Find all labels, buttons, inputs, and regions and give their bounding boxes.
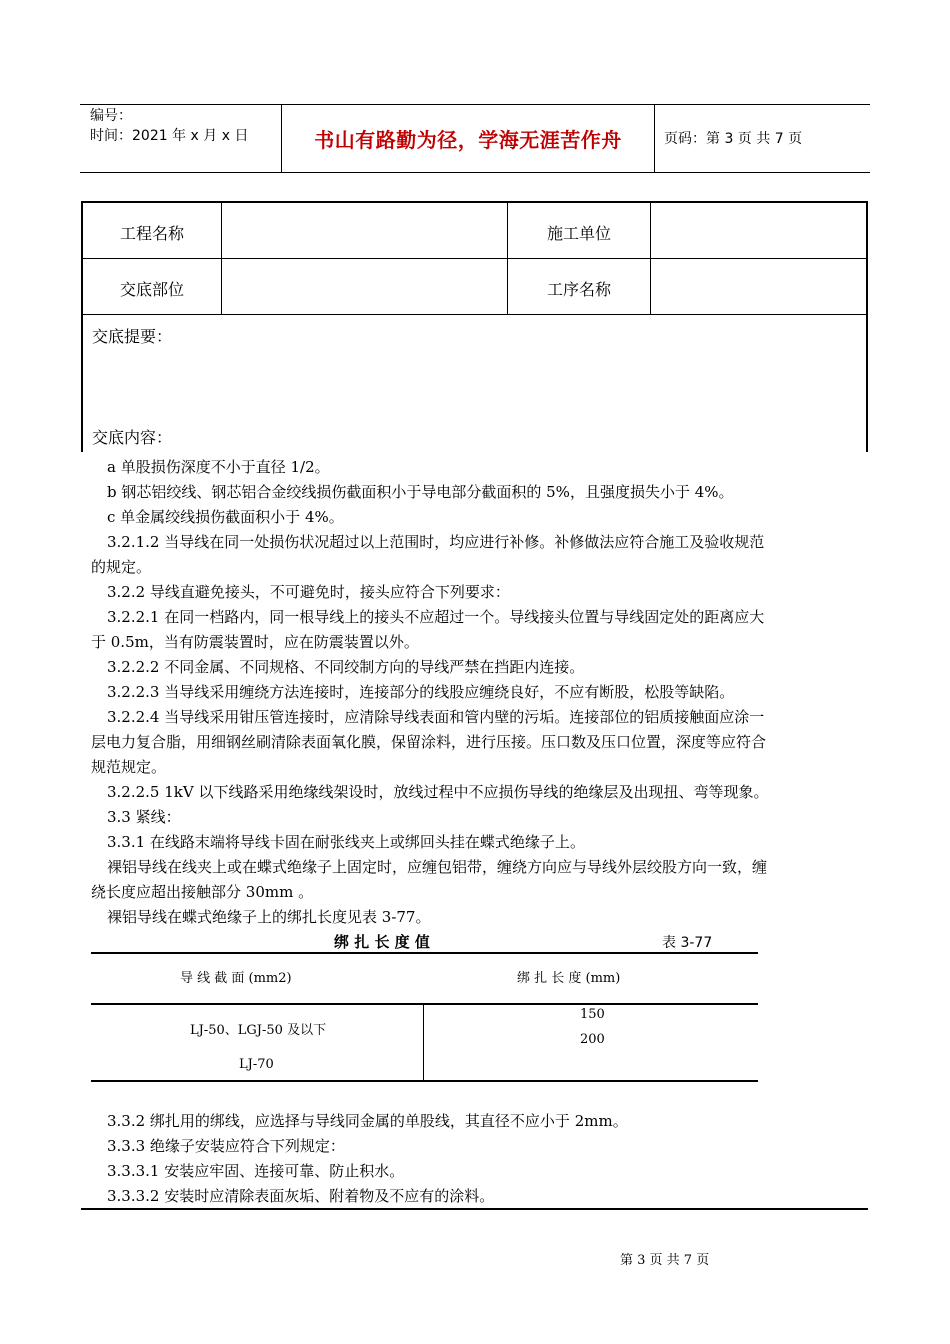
body-line: 的规定。 — [91, 558, 152, 576]
page-label: 页码：第 3 页 共 7 页 — [664, 131, 803, 147]
body-line: 3.2.2.3 当导线采用缠绕方法连接时，连接部分的线股应缠绕良好，不应有断股，松股等缺陷。 — [107, 683, 735, 701]
form-row-divider — [83, 258, 866, 259]
body-line: 3.3.3 绝缘子安装应符合下列规定： — [107, 1137, 345, 1155]
body-line: 3.3 紧线： — [107, 808, 181, 826]
body-line: a 单股损伤深度不小于直径 1/2。 — [107, 458, 330, 476]
body-line: 3.2.2.4 当导线采用钳压管连接时，应清除导线表面和管内壁的污垢。连接部位的铝质接触面应涂一 — [107, 708, 765, 726]
body-line: 3.2.1.2 当导线在同一处损伤状况超过以上范围时，均应进行补修。补修做法应符合施工及验收规范 — [107, 533, 765, 551]
form-row-divider — [83, 314, 866, 315]
content-label: 交底内容： — [92, 428, 173, 447]
project-name-label: 工程名称 — [119, 224, 184, 243]
header-divider — [654, 104, 655, 172]
body-line: 层电力复合脂，用细钢丝刷清除表面氧化膜，保留涂料，进行压接。压口数及压口位置，深度等应符合 — [91, 733, 767, 751]
body-line: 3.2.2.5 1kV 以下线路采用绝缘线架设时，放线过程中不应损伤导线的绝缘层及出现扭、弯等现象。 — [107, 783, 769, 801]
body-line: 规范规定。 — [91, 758, 167, 776]
header-top-rule — [80, 104, 870, 105]
summary-label: 交底提要： — [92, 327, 173, 346]
body-line: c 单金属绞线损伤截面积小于 4%。 — [107, 508, 344, 526]
body-line: 3.3.3.1 安装应牢固、连接可靠、防止积水。 — [107, 1162, 405, 1180]
table-number: 表 3-77 — [662, 935, 713, 951]
time-label: 时间：2021 年 x 月 x 日 — [90, 128, 249, 144]
body-line: 3.3.1 在线路末端将导线卡固在耐张线夹上或绑回头挂在蝶式绝缘子上。 — [107, 833, 585, 851]
briefing-part-label: 交底部位 — [119, 280, 184, 299]
code-label: 编号： — [90, 108, 132, 124]
header-bottom-rule — [80, 172, 870, 173]
table-top-rule — [91, 952, 758, 954]
body-line: 3.2.2.2 不同金属、不同规格、不同绞制方向的导线严禁在挡距内连接。 — [107, 658, 585, 676]
body-line: 3.3.2 绑扎用的绑线，应选择与导线同金属的单股线，其直径不应小于 2mm。 — [107, 1112, 628, 1130]
table-cell-length: 150 — [580, 1007, 605, 1022]
body-line: b 钢芯铝绞线、钢芯铝合金绞线损伤截面积小于导电部分截面积的 5%，且强度损失小于 4%。 — [107, 483, 734, 501]
table-header-rule — [91, 1003, 758, 1005]
table-cell-section: LJ-50、LGJ-50 及以下 — [190, 1023, 327, 1038]
col-header-length: 绑 扎 长 度 (mm) — [517, 971, 621, 986]
body-line: 3.2.2 导线直避免接头，不可避免时，接头应符合下列要求： — [107, 583, 510, 601]
content-bottom-rule — [81, 1208, 868, 1210]
form-col-divider — [650, 203, 651, 314]
table-bottom-rule — [91, 1080, 758, 1082]
body-line: 3.2.2.1 在同一档路内，同一根导线上的接头不应超过一个。导线接头位置与导线固定处的距离应大 — [107, 608, 765, 626]
briefing-form — [81, 201, 868, 452]
table-col-divider — [423, 1004, 424, 1080]
col-header-section: 导 线 截 面 (mm2) — [180, 971, 292, 986]
footer-page-number: 第 3 页 共 7 页 — [620, 1253, 710, 1268]
body-line: 裸铝导线在蝶式绝缘子上的绑扎长度见表 3-77。 — [107, 908, 431, 926]
form-col-divider — [221, 203, 222, 314]
process-name-label: 工序名称 — [546, 280, 611, 299]
motto: 书山有路勤为径，学海无涯苦作舟 — [314, 128, 622, 152]
construction-unit-label: 施工单位 — [546, 224, 611, 243]
body-line: 于 0.5m，当有防震装置时，应在防震装置以外。 — [91, 633, 419, 651]
body-line: 绕长度应超出接触部分 30mm 。 — [91, 883, 314, 901]
body-line: 裸铝导线在线夹上或在蝶式绝缘子上固定时，应缠包铝带，缠绕方向应与导线外层绞股方向一致，缠 — [107, 858, 768, 876]
table-cell-length: 200 — [580, 1032, 605, 1047]
table-cell-section: LJ-70 — [239, 1057, 274, 1072]
body-line: 3.3.3.2 安装时应清除表面灰垢、附着物及不应有的涂料。 — [107, 1187, 495, 1205]
table-title: 绑 扎 长 度 值 — [334, 933, 430, 951]
